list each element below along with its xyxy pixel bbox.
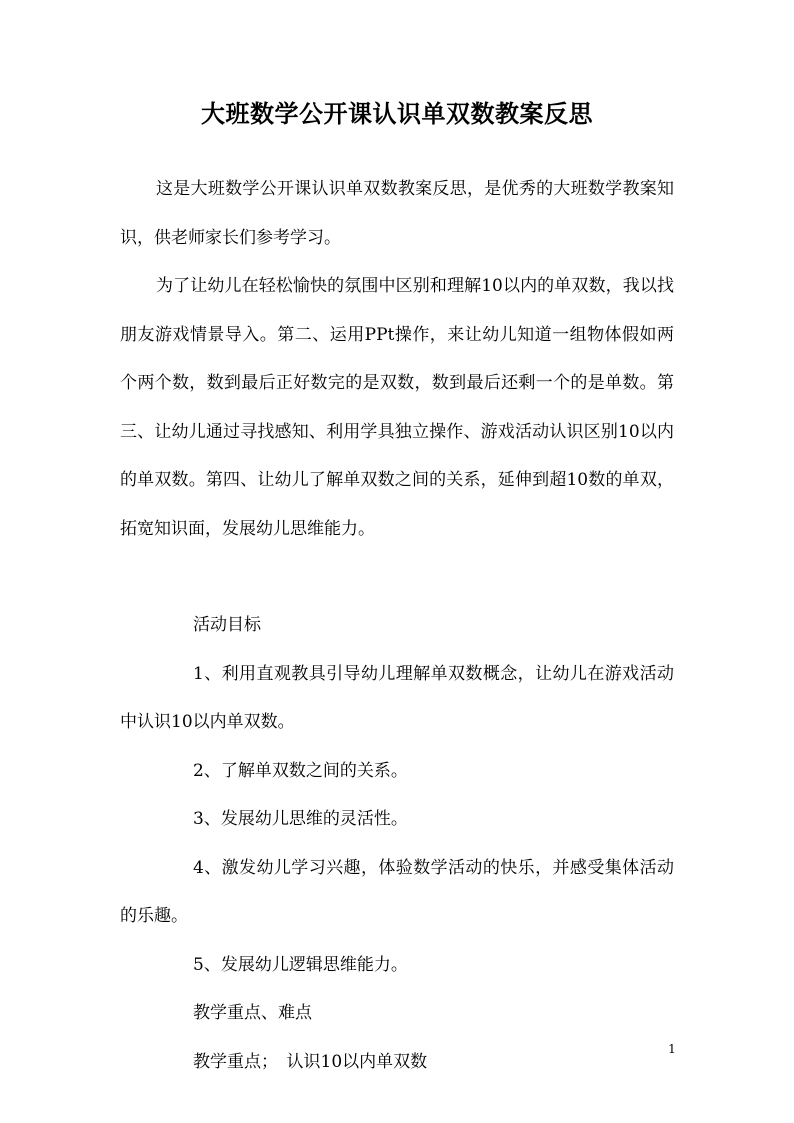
activity-goals-heading: 活动目标 [193, 615, 261, 635]
document-title: 大班数学公开课认识单双数教案反思 [201, 99, 593, 128]
page-number: 1 [668, 1042, 676, 1056]
goal-item-4: 4、激发幼儿学习兴趣，体验数学活动的快乐，并感受集体活动的乐趣。 [120, 857, 674, 926]
document-body [120, 165, 674, 1086]
goal-item-5: 5、发展幼儿逻辑思维能力。 [193, 954, 408, 975]
goal-item-2: 2、了解单双数之间的关系。 [193, 760, 408, 781]
key-points-heading: 教学重点、难点 [193, 1003, 312, 1023]
teaching-method-paragraph: 为了让幼儿在轻松愉快的氛围中区别和理解10以内的单双数，我以找朋友游戏情景导入。第二、运用PPt操作，来让幼儿知道一组物体假如两个两个数，数到最后正好数完的是双数，数到最后还剩一个的是单数。第三、让幼儿通过寻找感知、利用学具独立操作、游戏活动认识区别10以内的单双数。第四、让幼儿了解单双数之间的关系，延伸到超10数的单双，拓宽知识面，发展幼儿思维能力。 [120, 276, 674, 539]
goal-item-1: 1、利用直观教具引导幼儿理解单双数概念，让幼儿在游戏活动中认识10以内单双数。 [120, 663, 674, 732]
intro-paragraph: 这是大班数学公开课认识单双数教案反思，是优秀的大班数学教案知识，供老师家长们参考学习。 [120, 179, 674, 248]
goal-item-3: 3、发展幼儿思维的灵活性。 [193, 809, 408, 829]
teaching-focus-line: 教学重点； 认识10以内单双数 [193, 1051, 428, 1072]
